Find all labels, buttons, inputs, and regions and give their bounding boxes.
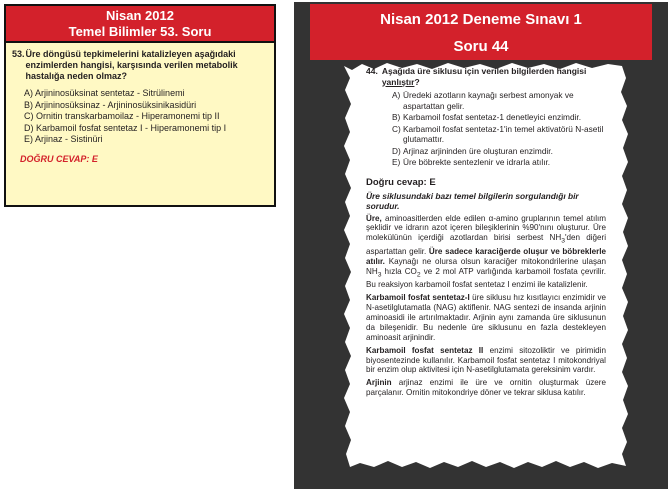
- explanation-paragraph-2: [366, 293, 606, 343]
- right-title-line2: Soru 44: [453, 38, 509, 55]
- left-option-c: C) Ornitin transkarbamoilaz - Hiperamonemi tip II: [24, 111, 220, 121]
- right-option-d: [392, 146, 606, 157]
- para4-text: arjinaz enzimi ile üre ve ornitin oluşturmak üzere parçalanır. Ornitin mitokondriye döner ve tekrar siklusa katılır.: [366, 378, 606, 398]
- para1-text2: 'den diğeri aspartattan gelir.: [366, 233, 606, 256]
- right-question-text: Aşağıda üre siklusu için verilen bilgilerden hangisi: [381, 66, 587, 76]
- option-text: Karbamoil fosfat sentetaz-1'in temel aktivatörü N-asetil glutamattır.: [403, 123, 604, 144]
- right-explanation-subtitle: Üre siklusundaki bazı temel bilgilerin sorgulandığı bir sorudur.: [366, 190, 579, 211]
- option-letter: A): [392, 90, 401, 100]
- right-question-stem: [366, 66, 606, 87]
- para3-bold: Karbamoil fosfat sentetaz II: [366, 345, 484, 355]
- para2-text: üre siklusu hız kısıtlayıcı enzimidir ve N-asetilglutamatla (NAG) aktiflenir. NAG sentezi de insanda arjinin aminoasidi ile artırılmaktadır. Arjinin aynı zamanda üre siklusunun da bileşenidir. Bu nedenle üre siklusunu en fazla destekleyen aminoasit arjinindir.: [366, 293, 606, 342]
- right-card-header: [292, 6, 670, 60]
- para1-text4: hızla CO: [381, 266, 417, 276]
- explanation-paragraph-1: [366, 214, 606, 291]
- left-option-b: B) Arjininosüksinaz - Arjininosüksinikasidüri: [24, 99, 197, 110]
- left-question-stem: [6, 43, 274, 82]
- right-option-a: [392, 90, 606, 111]
- right-explanation-card: [292, 0, 670, 491]
- right-question-underlined: yanlıştır: [381, 76, 415, 87]
- option-letter: B): [392, 112, 401, 122]
- para1-bold2: Üre sadece karaciğerde oluşur ve böbreklerle atılır.: [366, 246, 606, 266]
- explanation-paragraph-3: [366, 346, 606, 376]
- option-text: Üredeki azotların kaynağı serbest amonyak ve aspartattan gelir.: [403, 90, 574, 111]
- option-text: Üre böbrekte sentezlenir ve idrarla atılır.: [403, 157, 551, 167]
- right-question-end: ?: [414, 76, 420, 87]
- right-paper-content: [366, 66, 606, 401]
- right-option-b: [392, 112, 606, 123]
- left-question-card: [4, 4, 276, 207]
- right-correct-answer: Doğru cevap: E: [366, 176, 436, 188]
- para1-sub3: 2: [416, 271, 421, 279]
- right-option-e: [392, 157, 606, 168]
- para1-text5: ve 2 mol ATP varlığında karbamoil fosfata çevrilir. Bu reaksiyon karbamoil fosfat sentetaz I enzimi ile katalizlenir.: [366, 266, 606, 290]
- option-letter: C): [392, 123, 401, 134]
- right-title-line1: Nisan 2012 Deneme Sınavı 1: [380, 11, 582, 28]
- right-question-body: [382, 66, 606, 87]
- explanation-paragraph-4: [366, 378, 606, 398]
- left-question-number: 53.: [12, 49, 25, 59]
- left-option-a: A) Arjininosüksinat sentetaz - Sitrülinemi: [24, 88, 185, 98]
- right-options-list: [366, 90, 606, 168]
- para1-bold1: Üre,: [366, 213, 382, 223]
- option-letter: D): [392, 145, 401, 156]
- left-title-line1: Nisan 2012: [106, 8, 174, 23]
- left-option-e: E) Arjinaz - Sistinüri: [24, 134, 103, 144]
- right-question-number: 44.: [366, 66, 378, 76]
- left-options-list: [6, 88, 274, 146]
- para1-sub1: 3: [561, 237, 565, 245]
- para2-bold: Karbamoil fosfat sentetaz-I: [366, 293, 470, 303]
- option-text: Karbamoil fosfat sentetaz-1 denetleyici enzimdir.: [403, 112, 582, 122]
- option-letter: E): [392, 157, 401, 167]
- option-text: Arjinaz arjininden üre oluşturan enzimdir.: [403, 145, 553, 156]
- para1-text3: Kaynağı ne olursa olsun karaciğer mitokondrilerine ulaşan NH: [366, 256, 606, 276]
- left-option-d: D) Karbamoil fosfat sentetaz I - Hiperamonemi tip I: [24, 122, 227, 133]
- right-option-c: [392, 124, 606, 145]
- left-card-header: [6, 6, 274, 43]
- para1-sub2: 3: [377, 271, 382, 279]
- left-correct-answer: DOĞRU CEVAP: E: [20, 153, 98, 164]
- para3-text: enzimi sitozoliktir ve pirimidin biyosentezinde kullanılır. Karbamoil fosfat sentetaz I mitokondriyal bir enzim olup aktivitesi için N-asetilglutamata gereksinim vardır.: [366, 345, 606, 375]
- left-title-line2: Temel Bilimler 53. Soru: [68, 24, 212, 39]
- para1-text1: aminoasitlerden elde edilen α-amino gruplarının temel atılım şeklidir ve idrarın azot içeren bileşiklerinin %90'nını oluşturur. Üre molekülünün içerdiği azotlardan birisi serbest NH: [366, 213, 606, 243]
- para4-bold: Arjinin: [366, 378, 392, 388]
- left-question-text: Üre döngüsü tepkimelerini katalizleyen aşağıdaki enzimlerden hangisi, karşısında verilen metabolik hastalığa neden olmaz?: [25, 49, 238, 81]
